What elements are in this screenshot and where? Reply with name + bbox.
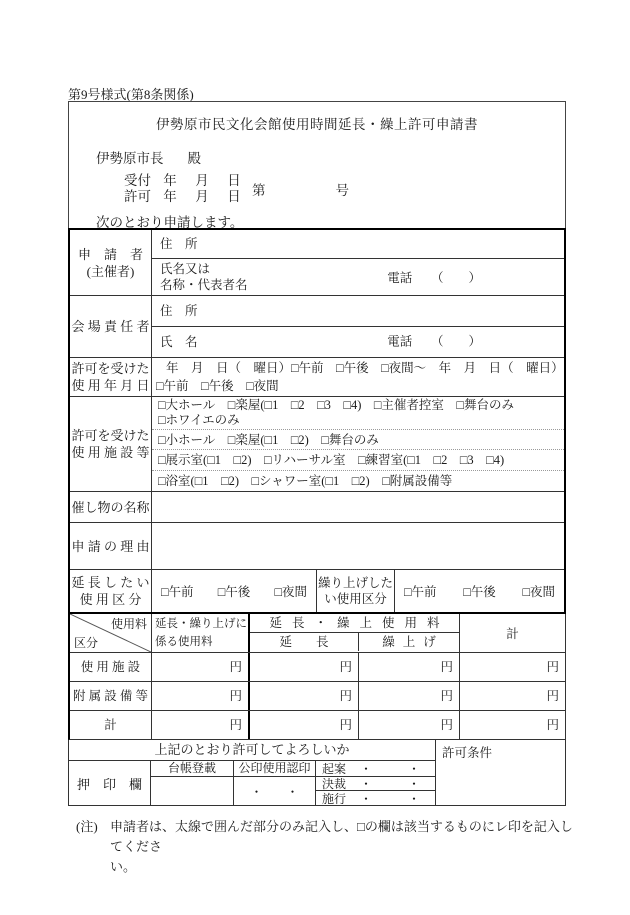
advance-label bbox=[317, 570, 395, 612]
basis-fee-line1: 延長・繰り上げに bbox=[155, 618, 247, 630]
receipt-permit-block bbox=[124, 173, 565, 205]
month-label: 月 bbox=[195, 189, 209, 204]
event-name-row bbox=[70, 491, 564, 522]
fee-cell: 円 bbox=[546, 689, 559, 703]
advance-label-line2: い使用区分 bbox=[324, 592, 387, 606]
seal-column-label: 押 印 欄 bbox=[69, 761, 151, 805]
step-row bbox=[316, 791, 435, 805]
extension-options bbox=[152, 570, 317, 612]
ledger-cell bbox=[151, 761, 234, 805]
name-label bbox=[160, 259, 564, 293]
doc-number-prefix: 第 bbox=[252, 183, 266, 198]
name-label-line2: 名称・代表者名 bbox=[160, 278, 248, 292]
application-form bbox=[68, 101, 566, 806]
addressee: 伊勢原市長 bbox=[96, 151, 164, 166]
venue-address-cell bbox=[152, 296, 564, 326]
fee-cell: 円 bbox=[546, 718, 559, 732]
applicant-label bbox=[70, 230, 152, 295]
event-name-label-text: 催し物の名称 bbox=[71, 499, 150, 515]
diag-bottom-label: 区分 bbox=[74, 636, 99, 650]
footnote bbox=[76, 817, 581, 877]
form-title: 伊勢原市民文化会館使用時間延長・繰上許可申請書 bbox=[156, 117, 478, 132]
checkbox-option: □午前 bbox=[161, 585, 194, 599]
facility-option-row: □浴室(□1 □2) □シャワー室(□1 □2) □附属設備等 bbox=[152, 470, 564, 491]
month-label: 月 bbox=[195, 173, 209, 188]
name-label-line1: 氏名又は bbox=[160, 262, 211, 276]
total-column-header: 計 bbox=[506, 627, 519, 641]
reason-label-text: 申 請 の 理 由 bbox=[71, 538, 150, 554]
applicant-label-line1: 申 請 者 bbox=[77, 246, 143, 262]
diagonal-header bbox=[70, 614, 152, 652]
fee-cell: 円 bbox=[152, 682, 250, 710]
fee-header-row bbox=[70, 614, 565, 652]
permitted-date-label bbox=[70, 358, 152, 396]
venue-manager-label bbox=[70, 296, 152, 357]
step-label: 起案 bbox=[322, 762, 347, 776]
official-seal-date: ・ ・ bbox=[250, 784, 299, 799]
fee-row bbox=[70, 652, 565, 681]
permitted-date-label-line1: 許可を受けた bbox=[71, 361, 150, 376]
facility-option-row: □小ホール □楽屋(□1 □2) □舞台のみ bbox=[152, 429, 564, 449]
fee-cell: 円 bbox=[152, 653, 250, 681]
footnote-text bbox=[110, 817, 581, 877]
date-column bbox=[124, 173, 250, 205]
year-label: 年 bbox=[163, 173, 177, 188]
reason-cell bbox=[152, 523, 564, 569]
day-label: 日 bbox=[227, 189, 241, 204]
fee-cell: 円 bbox=[250, 682, 359, 710]
workflow-steps bbox=[316, 761, 435, 805]
permit-label: 許可 bbox=[124, 189, 151, 204]
approval-section bbox=[68, 740, 566, 806]
permit-row bbox=[124, 189, 250, 205]
extension-label-line1: 延 長 し た い bbox=[71, 575, 150, 590]
facility-option-row: □展示室(□1 □2) □リハーサル室 □練習室(□1 □2 □3 □4) bbox=[152, 449, 564, 470]
permitted-date-label-line2: 使 用 年 月 日 bbox=[71, 378, 150, 393]
fee-cell: 円 bbox=[152, 711, 250, 739]
permitted-date-row bbox=[70, 357, 564, 396]
venue-manager-row bbox=[70, 295, 564, 357]
facilities-row bbox=[70, 396, 564, 491]
event-name-label bbox=[70, 492, 152, 522]
day-label: 日 bbox=[227, 173, 241, 188]
applicant-row bbox=[70, 230, 564, 295]
facilities-label-line1: 許可を受けた bbox=[71, 428, 150, 443]
extension-row bbox=[70, 569, 564, 612]
year-label: 年 bbox=[163, 189, 177, 204]
fee-row bbox=[70, 710, 565, 739]
receipt-row bbox=[124, 173, 250, 189]
permitted-date-line2: □午前 □午後 □夜間 bbox=[156, 379, 279, 393]
fee-row-label: 使 用 施 設 bbox=[70, 653, 152, 681]
approval-question: 上記のとおり許可してよろしいか bbox=[69, 740, 435, 761]
declaration: 次のとおり申請します。 bbox=[96, 215, 244, 230]
fee-cell: 円 bbox=[359, 682, 460, 710]
facility-options-line: □ホワイエのみ bbox=[158, 413, 240, 427]
addressee-line bbox=[96, 147, 565, 167]
reason-row bbox=[70, 522, 564, 569]
facilities-label-line2: 使 用 施 設 等 bbox=[71, 445, 150, 460]
facility-option-row bbox=[152, 397, 564, 429]
venue-manager-label-text: 会 場 責 任 者 bbox=[71, 319, 150, 334]
facilities-label bbox=[70, 397, 152, 491]
event-name-cell bbox=[152, 492, 564, 522]
checkbox-option: □夜間 bbox=[274, 585, 307, 599]
footnote-line1: 申請者は、太線で囲んだ部分のみ記入し、□の欄は該当するものにレ印を記入してくださ bbox=[110, 819, 573, 854]
advance-options bbox=[395, 570, 564, 612]
applicant-address-cell bbox=[152, 230, 564, 258]
footnote-line2: い。 bbox=[110, 859, 137, 874]
form-header-box bbox=[68, 101, 566, 228]
step-label: 施行 bbox=[322, 791, 347, 806]
phone-label: 電話 （ ） bbox=[387, 271, 481, 285]
checkbox-option: □夜間 bbox=[522, 585, 555, 599]
sub-advance-header: 繰上げ bbox=[382, 635, 444, 649]
fee-cell: 円 bbox=[546, 660, 559, 674]
ledger-seal-area bbox=[151, 777, 233, 805]
extension-fee-group-header: 延長・繰上使用料 bbox=[250, 614, 459, 633]
fee-row bbox=[70, 681, 565, 710]
permitted-date-line1: 年 月 日（ 曜日）□午前 □午後 □夜間～ 年 月 日（ 曜日） bbox=[166, 361, 564, 375]
extension-label-line2: 使 用 区 分 bbox=[79, 592, 142, 607]
main-table bbox=[68, 228, 566, 614]
facility-options-line: □大ホール □楽屋(□1 □2 □3 □4) □主催者控室 □舞台のみ bbox=[158, 398, 514, 412]
ledger-label: 台帳登載 bbox=[151, 761, 233, 777]
step-label: 決裁 bbox=[322, 777, 347, 791]
advance-label-line1: 繰り上げした bbox=[317, 576, 393, 590]
step-date: ・ ・ bbox=[360, 762, 421, 776]
basis-fee-header bbox=[152, 614, 250, 652]
diag-top-label: 使用料 bbox=[110, 617, 147, 631]
step-date: ・ ・ bbox=[360, 791, 421, 806]
fee-cell: 円 bbox=[359, 711, 460, 739]
step-date: ・ ・ bbox=[360, 777, 421, 791]
checkbox-option: □午後 bbox=[217, 585, 251, 599]
permitted-date-cell bbox=[152, 358, 564, 396]
address-label: 住 所 bbox=[160, 237, 198, 251]
official-seal-cell bbox=[234, 761, 316, 805]
extension-fee-group bbox=[250, 614, 460, 652]
footnote-prefix: (注) bbox=[76, 819, 98, 834]
checkbox-option: □午後 bbox=[463, 585, 496, 599]
reason-label bbox=[70, 523, 152, 569]
fee-row-label: 附 属 設 備 等 bbox=[70, 682, 152, 710]
venue-name-cell bbox=[152, 326, 564, 357]
name-label: 氏 名 bbox=[160, 335, 198, 349]
basis-fee-line2: 係る使用料 bbox=[155, 636, 213, 648]
permit-conditions: 許可条件 bbox=[442, 746, 493, 760]
phone-label: 電話 （ ） bbox=[387, 334, 481, 349]
receipt-label: 受付 bbox=[124, 173, 151, 188]
honorific: 殿 bbox=[187, 151, 201, 166]
fee-table bbox=[68, 614, 566, 740]
checkbox-option: □午前 bbox=[404, 585, 437, 599]
applicant-label-line2: (主催者) bbox=[86, 263, 135, 279]
applicant-name-cell bbox=[152, 258, 564, 295]
fee-row-label: 計 bbox=[70, 711, 152, 739]
fee-cell: 円 bbox=[250, 711, 359, 739]
fee-cell: 円 bbox=[250, 653, 359, 681]
address-label: 住 所 bbox=[160, 304, 198, 318]
extension-label bbox=[70, 570, 152, 612]
fee-cell: 円 bbox=[359, 653, 460, 681]
form-number: 第9号様式(第8条関係) bbox=[68, 87, 194, 102]
doc-number-suffix: 号 bbox=[335, 183, 349, 198]
sub-extension-header: 延長 bbox=[250, 633, 359, 651]
official-seal-label: 公印使用認印 bbox=[234, 761, 315, 777]
